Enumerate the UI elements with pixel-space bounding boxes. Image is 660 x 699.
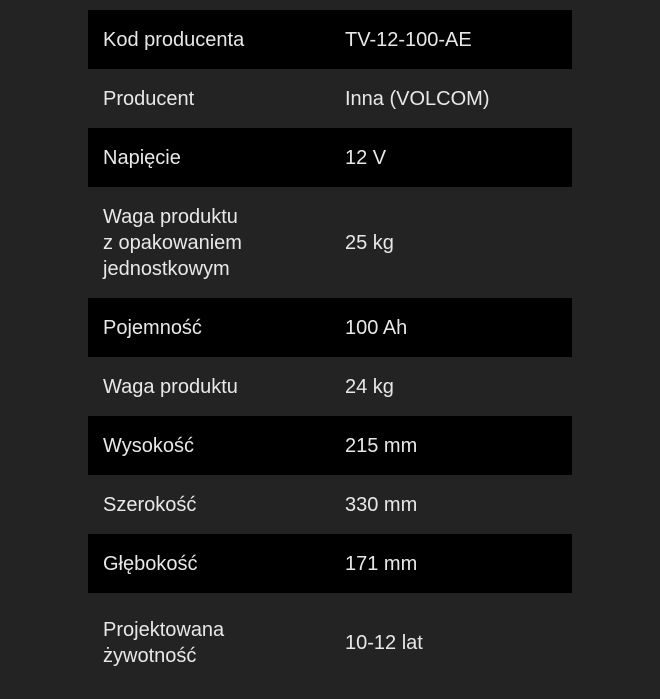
spec-label-line: żywotność bbox=[103, 645, 197, 667]
spec-row-width bbox=[88, 475, 572, 534]
spec-label bbox=[88, 204, 330, 282]
spec-label-line: Wysokość bbox=[103, 434, 194, 457]
spec-value: Inna (VOLCOM) bbox=[345, 87, 490, 110]
spec-row-product-weight bbox=[88, 357, 572, 416]
spec-value: 12 V bbox=[345, 146, 387, 169]
product-spec-table bbox=[88, 10, 572, 693]
spec-label-line: Waga produktu bbox=[103, 375, 238, 398]
spec-value: 10-12 lat bbox=[345, 632, 423, 654]
spec-label-line: Producent bbox=[103, 87, 195, 110]
spec-label-line: Szerokość bbox=[103, 493, 197, 516]
spec-value: TV-12-100-AE bbox=[345, 28, 472, 51]
spec-row-manufacturer-code bbox=[88, 10, 572, 69]
spec-label-line: Napięcie bbox=[103, 146, 181, 169]
spec-label-line: jednostkowym bbox=[103, 257, 230, 280]
spec-value: 330 mm bbox=[345, 493, 418, 516]
spec-row-manufacturer bbox=[88, 69, 572, 128]
spec-label-line: Pojemność bbox=[103, 316, 202, 339]
spec-row-height bbox=[88, 416, 572, 475]
spec-row-depth bbox=[88, 534, 572, 593]
spec-label-line: z opakowaniem bbox=[103, 231, 242, 254]
spec-value: 24 kg bbox=[345, 375, 394, 398]
spec-label-line: Kod producenta bbox=[103, 28, 245, 51]
spec-label bbox=[88, 551, 330, 577]
spec-label bbox=[88, 492, 330, 518]
spec-label bbox=[88, 374, 330, 400]
spec-value: 100 Ah bbox=[345, 316, 408, 339]
spec-label-line: Waga produktu bbox=[103, 205, 238, 228]
spec-value: 215 mm bbox=[345, 434, 418, 457]
spec-label bbox=[88, 145, 330, 171]
spec-label-line: Projektowana bbox=[103, 619, 225, 641]
spec-label bbox=[88, 27, 330, 53]
spec-label bbox=[88, 86, 330, 112]
spec-row-voltage bbox=[88, 128, 572, 187]
spec-value: 171 mm bbox=[345, 552, 418, 575]
spec-row-capacity bbox=[88, 298, 572, 357]
spec-label bbox=[88, 617, 330, 669]
spec-row-design-lifetime bbox=[88, 593, 572, 693]
spec-label-line: Głębokość bbox=[103, 552, 198, 575]
spec-label bbox=[88, 315, 330, 341]
spec-value: 25 kg bbox=[345, 231, 394, 254]
spec-row-packaged-weight bbox=[88, 187, 572, 298]
spec-label bbox=[88, 433, 330, 459]
